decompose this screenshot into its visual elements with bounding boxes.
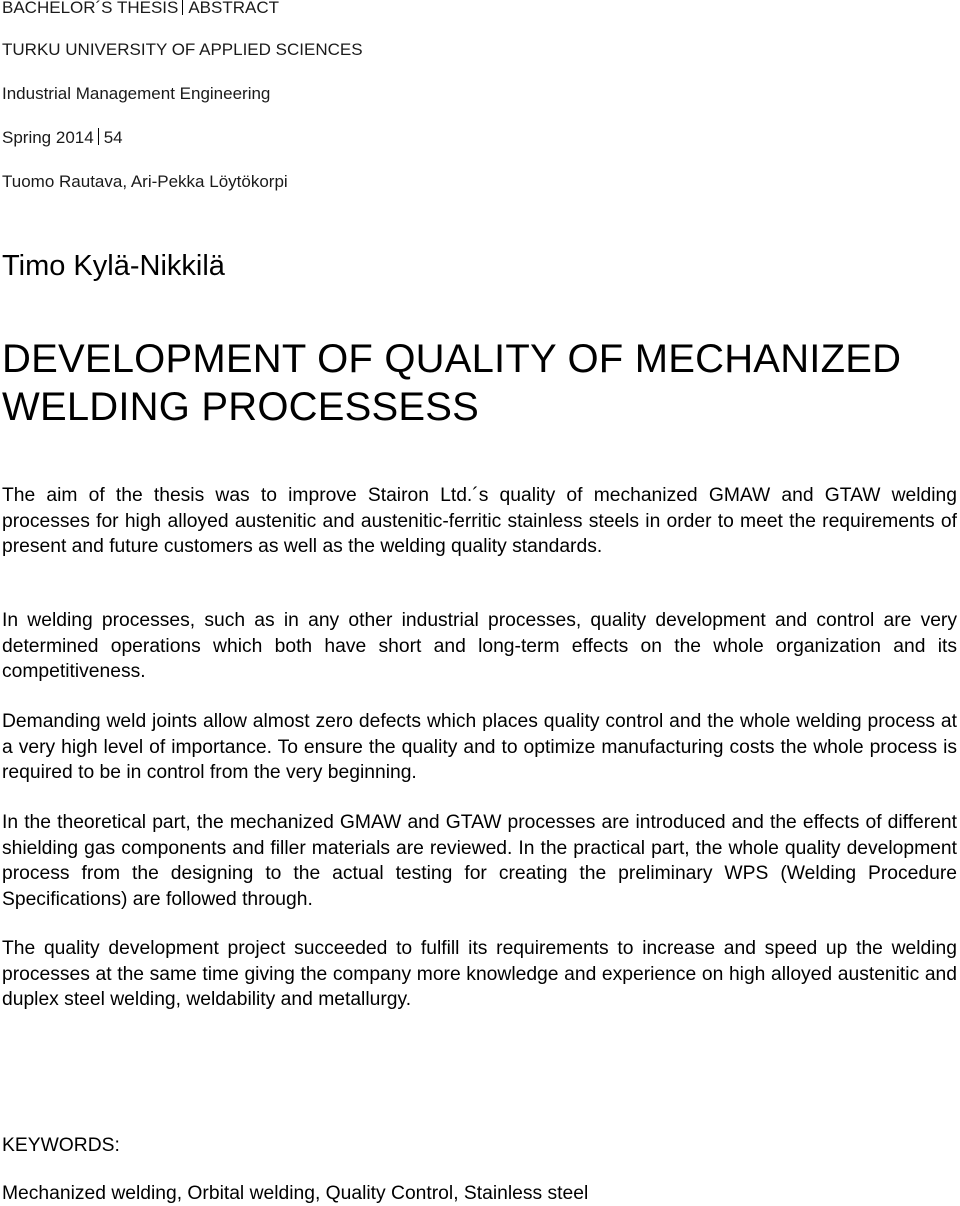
supervisors: Tuomo Rautava, Ari-Pekka Löytökorpi [2,172,288,191]
term: Spring 2014 [2,128,94,147]
separator [182,0,183,15]
abstract-paragraph: The aim of the thesis was to improve Stairon Ltd.´s quality of mechanized GMAW and GTAW welding processes for high alloyed austenitic and austenitic-ferritic stainless steels in order to meet the requirements of present and future customers as well as the welding quality standards. [2,485,957,557]
abstract-paragraph: The quality development project succeeded to fulfill its requirements to increase and speed up the welding processes at the same time giving the company more knowledge and experience on high alloyed austenitic and duplex steel welding, weldability and metallurgy. [2,938,957,1010]
thesis-type: BACHELOR´S THESIS [2,0,179,17]
page-count: 54 [103,128,123,147]
keywords-list: Mechanized welding, Orbital welding, Quality Control, Stainless steel [2,1183,589,1204]
degree-programme: Industrial Management Engineering [2,84,271,103]
author-name: Timo Kylä-Nikkilä [2,250,225,282]
thesis-type-line [2,0,279,18]
university-name: TURKU UNIVERSITY OF APPLIED SCIENCES [2,40,363,59]
abstract-paragraph: Demanding weld joints allow almost zero defects which places quality control and the whole welding process at a very high level of importance. To ensure the quality and to optimize manufacturing costs the whole process is required to be in control from the very beginning. [2,711,957,783]
abstract-paragraph: In the theoretical part, the mechanized GMAW and GTAW processes are introduced and the effects of different shielding gas components and filler materials are reviewed. In the practical part, the whole quality development process from the designing to the actual testing for creating the preliminary WPS (Welding Procedure Specifications) are followed through. [2,812,957,910]
section-label: ABSTRACT [188,0,280,17]
abstract-paragraph: In welding processes, such as in any other industrial processes, quality development and control are very determined operations which both have short and long-term effects on the whole organization and its competitiveness. [2,610,957,682]
keywords-label: KEYWORDS: [2,1135,120,1156]
thesis-title: DEVELOPMENT OF QUALITY OF MECHANIZED WELDING PROCESSESS [2,337,902,429]
separator [98,128,99,145]
term-pages-line [2,128,123,148]
